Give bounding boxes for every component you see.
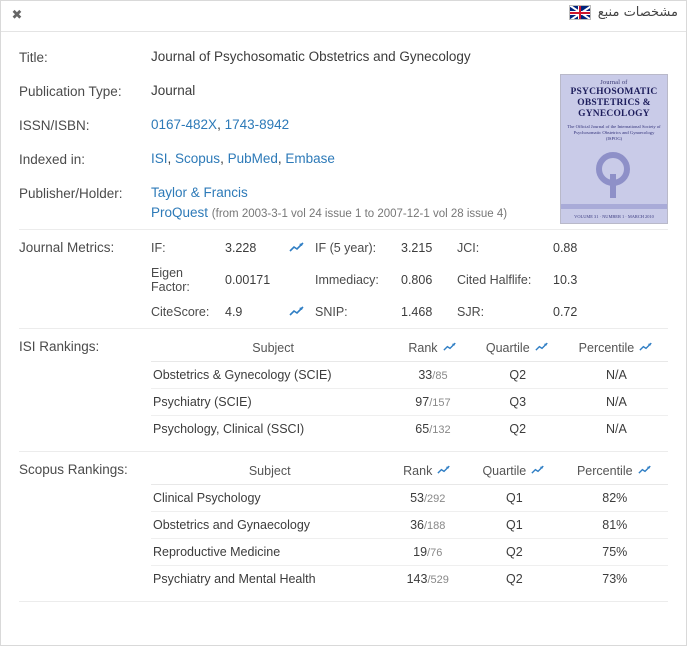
isi-row-0-rank: [395, 362, 470, 389]
scopus-row-3-quartile: Q2: [505, 572, 523, 586]
row-journal-metrics: [19, 230, 668, 329]
titlebar-right-group: [569, 5, 678, 20]
cover-top-text: Journal of: [600, 80, 628, 86]
isi-row-2-rank-denom: /132: [429, 424, 451, 436]
cover-subtitle: The Official Journal of the International Society of Psychosomatic Obstetrics and Gynaecology (ISPOG): [567, 124, 661, 141]
isi-row-1-percentile: N/A: [565, 389, 668, 416]
scopus-row-0-quartile: Q1: [467, 485, 561, 512]
metrics-grid: [151, 239, 668, 319]
table-row: [151, 362, 668, 389]
trend-chart-icon-citescore[interactable]: [289, 306, 305, 318]
journal-metrics-label: Journal Metrics:: [19, 240, 115, 255]
metric-value-citescore: 4.9: [225, 305, 243, 319]
isi-row-2-rank: [395, 416, 470, 443]
trend-chart-icon-isi-rank[interactable]: [442, 342, 458, 354]
window-title: مشخصات منبع: [597, 5, 678, 20]
metric-value-sjr: 0.72: [553, 305, 578, 319]
scopus-row-1-subject: Obstetrics and Gynaecology: [151, 512, 388, 539]
metric-value-jci: 0.88: [553, 241, 578, 255]
isi-rankings-table: [151, 338, 668, 442]
scopus-rankings-table: [151, 461, 668, 592]
metric-label-snip: SNIP:: [315, 305, 348, 319]
isi-col-rank: [395, 338, 470, 362]
scopus-col-rank: [388, 461, 467, 485]
scopus-rankings-label: Scopus Rankings:: [19, 462, 128, 477]
scopus-col-percentile: [562, 461, 668, 485]
metric-label-eigenfactor: Eigen Factor:: [151, 266, 190, 294]
scopus-row-1-rank: [388, 512, 467, 539]
metric-value-if5: 3.215: [401, 241, 433, 255]
scopus-row-0-rank-num: 53: [410, 491, 424, 505]
metric-label-immediacy: Immediacy:: [315, 273, 379, 287]
trend-chart-icon-if[interactable]: [289, 242, 305, 254]
scopus-row-2-quartile: Q2: [467, 539, 561, 566]
issn-link-2[interactable]: 1743-8942: [224, 117, 290, 132]
metric-value-eigenfactor: 0.00171: [225, 273, 271, 287]
title-label: Title:: [19, 50, 48, 65]
publication-type-value: Journal: [151, 83, 196, 98]
isi-row-1-rank-num: 97: [415, 395, 430, 409]
scopus-row-0-rank-denom: /292: [423, 493, 446, 505]
issn-separator: ,: [217, 117, 225, 132]
metric-label-if5: IF (5 year):: [315, 241, 377, 255]
isi-col-subject: Subject: [151, 338, 395, 362]
scopus-row-2-rank-num: 19: [413, 545, 428, 559]
isi-col-quartile: [471, 338, 565, 362]
cover-strip: [561, 204, 667, 209]
issn-link-1[interactable]: 0167-482X: [151, 117, 218, 132]
trend-chart-icon-isi-quartile[interactable]: [534, 342, 550, 354]
scopus-row-1-rank-denom: /188: [423, 520, 446, 532]
row-isi-rankings: [19, 329, 668, 452]
metric-label-cited-halflife: Cited Halflife:: [457, 273, 532, 287]
table-row: [151, 512, 668, 539]
issn-label: ISSN/ISBN:: [19, 118, 90, 133]
isi-row-1-rank-denom: /157: [429, 397, 451, 409]
metric-label-sjr: SJR:: [457, 305, 485, 319]
journal-metrics-values: [151, 239, 668, 319]
scopus-row-3-percentile: 73%: [602, 572, 628, 586]
details-content: [1, 32, 686, 602]
sep3: ,: [277, 151, 286, 166]
trend-chart-icon-scopus-quartile[interactable]: [530, 465, 546, 477]
isi-row-0-quartile: Q2: [471, 362, 565, 389]
sep1: ,: [167, 151, 176, 166]
table-row: [151, 566, 668, 593]
metric-value-cited-halflife: 10.3: [553, 273, 578, 287]
scopus-col-rank-label: Rank: [403, 464, 433, 478]
metric-label-jci: JCI:: [457, 241, 480, 255]
publisher-link-proquest[interactable]: ProQuest: [151, 205, 209, 220]
table-row: [151, 416, 668, 443]
scopus-row-3-rank-num: 143: [406, 572, 428, 586]
publication-type-label: Publication Type:: [19, 84, 122, 99]
close-icon[interactable]: ✖: [11, 7, 23, 22]
isi-col-percentile-label: Percentile: [578, 341, 635, 355]
trend-chart-icon-isi-percentile[interactable]: [638, 342, 654, 354]
scopus-row-3-rank: [388, 566, 467, 593]
isi-row-0-rank-num: 33: [418, 368, 433, 382]
cover-logo-icon: [591, 152, 637, 198]
scopus-col-quartile-label: Quartile: [482, 464, 527, 478]
isi-row-1-subject: Psychiatry (SCIE): [151, 389, 395, 416]
index-link-scopus[interactable]: Scopus: [175, 151, 221, 166]
row-scopus-rankings: [19, 452, 668, 602]
isi-row-2-subject: Psychology, Clinical (SSCI): [153, 422, 305, 436]
scopus-row-0-subject: Clinical Psychology: [151, 485, 388, 512]
isi-col-rank-label: Rank: [408, 341, 438, 355]
scopus-row-1-percentile: 81%: [562, 512, 668, 539]
metric-value-if: 3.228: [225, 241, 257, 255]
metric-value-immediacy: 0.806: [401, 273, 433, 287]
scopus-rankings-table-wrap: [151, 461, 668, 592]
table-row: [151, 539, 668, 566]
isi-row-0-subject: Obstetrics & Gynecology (SCIE): [151, 362, 395, 389]
cover-bottom-text: VOLUME 31 · NUMBER 1 · MARCH 2010: [574, 214, 654, 219]
window-titlebar: [1, 1, 686, 32]
publisher-link-taylor-francis[interactable]: Taylor & Francis: [151, 185, 248, 200]
isi-row-1-rank: [395, 389, 470, 416]
scopus-col-quartile: [467, 461, 561, 485]
scopus-col-subject: Subject: [151, 461, 388, 485]
scopus-row-1-rank-num: 36: [410, 518, 424, 532]
scopus-row-3-subject: Psychiatry and Mental Health: [153, 572, 316, 586]
publisher-label: Publisher/Holder:: [19, 186, 123, 201]
trend-chart-icon-scopus-percentile[interactable]: [637, 465, 653, 477]
index-link-embase[interactable]: Embase: [285, 151, 335, 166]
scopus-row-2-subject: Reproductive Medicine: [151, 539, 388, 566]
isi-table-header-row: [151, 338, 668, 362]
uk-flag-icon[interactable]: [569, 5, 591, 20]
scopus-row-0-percentile: 82%: [562, 485, 668, 512]
journal-cover-image: [560, 74, 668, 224]
scopus-row-0-rank: [388, 485, 467, 512]
isi-row-0-percentile: N/A: [565, 362, 668, 389]
metric-label-if: IF:: [151, 241, 166, 255]
isi-rankings-table-wrap: [151, 338, 668, 442]
scopus-row-2-rank: [388, 539, 467, 566]
publisher-coverage-note: (from 2003-3-1 vol 24 issue 1 to 2007-12-1 vol 28 issue 4): [211, 208, 508, 220]
scopus-row-2-percentile: 75%: [562, 539, 668, 566]
sep2: ,: [220, 151, 228, 166]
scopus-row-3-rank-denom: /529: [427, 574, 449, 586]
table-row: [151, 485, 668, 512]
index-link-pubmed[interactable]: PubMed: [227, 151, 278, 166]
isi-col-percentile: [565, 338, 668, 362]
indexed-in-label: Indexed in:: [19, 152, 86, 167]
isi-row-1-quartile: Q3: [471, 389, 565, 416]
scopus-table-header-row: [151, 461, 668, 485]
scopus-row-2-rank-denom: /76: [427, 547, 443, 559]
metric-value-snip: 1.468: [401, 305, 433, 319]
trend-chart-icon-scopus-rank[interactable]: [436, 465, 452, 477]
isi-row-2-quartile: Q2: [509, 422, 527, 436]
table-row: [151, 389, 668, 416]
isi-col-quartile-label: Quartile: [485, 341, 530, 355]
index-link-isi[interactable]: ISI: [151, 151, 168, 166]
cover-title: PSYCHOSOMATIC OBSTETRICS & GYNECOLOGY: [570, 87, 658, 119]
isi-row-2-rank-num: 65: [415, 422, 430, 436]
title-value: Journal of Psychosomatic Obstetrics and Gynecology: [151, 49, 471, 64]
row-title: [19, 40, 668, 74]
isi-rankings-label: ISI Rankings:: [19, 339, 100, 354]
scopus-col-percentile-label: Percentile: [576, 464, 633, 478]
isi-row-2-percentile: N/A: [606, 422, 627, 436]
scopus-row-1-quartile: Q1: [467, 512, 561, 539]
metric-label-citescore: CiteScore:: [151, 305, 210, 319]
isi-row-0-rank-denom: /85: [432, 370, 448, 382]
